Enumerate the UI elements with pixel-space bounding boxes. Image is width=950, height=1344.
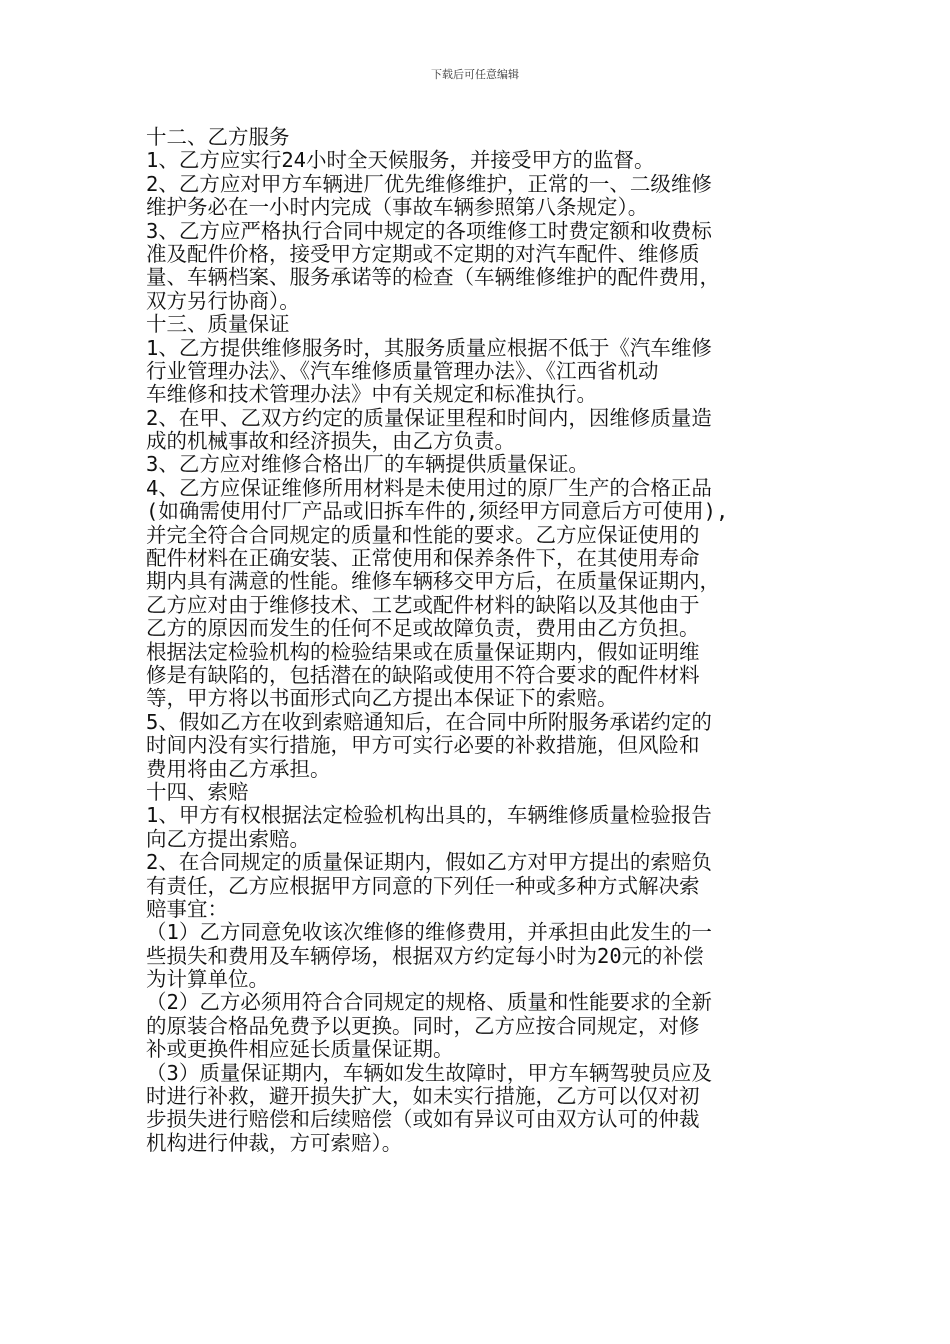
text-line: 5、假如乙方在收到索赔通知后，在合同中所附服务承诺约定的 xyxy=(146,710,712,734)
text-line: 些损失和费用及车辆停场，根据双方约定每小时为20元的补偿 xyxy=(146,944,704,968)
text-line: 时间内没有实行措施，甲方可实行必要的补救措施，但风险和 xyxy=(146,734,700,758)
document-body xyxy=(146,126,826,1155)
text-line: （1）乙方同意免收该次维修的维修费用，并承担由此发生的一 xyxy=(146,921,712,945)
text-line: 费用将由乙方承担。 xyxy=(146,757,331,781)
text-line: 双方另行协商）。 xyxy=(146,289,300,313)
text-line: 修是有缺陷的，包括潜在的缺陷或使用不符合要求的配件材料 xyxy=(146,663,700,687)
text-line: 行业管理办法》、《汽车维修质量管理办法》、《江西省机动 xyxy=(146,359,659,383)
text-line: 赔事宜： xyxy=(146,897,228,921)
text-line: 2、乙方应对甲方车辆进厂优先维修维护，正常的一、二级维修 xyxy=(146,172,712,196)
text-line: 准及配件价格，接受甲方定期或不定期的对汽车配件、维修质 xyxy=(146,242,700,266)
text-line: 时进行补救，避开损失扩大，如未实行措施，乙方可以仅对初 xyxy=(146,1085,700,1109)
text-line: 2、在合同规定的质量保证期内，假如乙方对甲方提出的索赔负 xyxy=(146,851,712,875)
text-line: 乙方应对由于维修技术、工艺或配件材料的缺陷以及其他由于 xyxy=(146,593,700,617)
text-line: 补或更换件相应延长质量保证期。 xyxy=(146,1038,454,1062)
text-line: 成的机械事故和经济损失，由乙方负责。 xyxy=(146,430,515,454)
text-line: 1、甲方有权根据法定检验机构出具的，车辆维修质量检验报告 xyxy=(146,804,712,828)
text-line: 有责任，乙方应根据甲方同意的下列任一种或多种方式解决索 xyxy=(146,874,700,898)
text-line: 十四、索赔 xyxy=(146,780,249,804)
text-line: 根据法定检验机构的检验结果或在质量保证期内，假如证明维 xyxy=(146,640,700,664)
text-line: （2）乙方必须用符合合同规定的规格、质量和性能要求的全新 xyxy=(146,991,712,1015)
text-line: 1、乙方应实行24小时全天候服务，并接受甲方的监督。 xyxy=(146,149,655,173)
text-line: 量、车辆档案、服务承诺等的检查（车辆维修维护的配件费用， xyxy=(146,266,720,290)
text-line: 步损失进行赔偿和后续赔偿（或如有异议可由双方认可的仲裁 xyxy=(146,1108,700,1132)
text-line: 1、乙方提供维修服务时，其服务质量应根据不低于《汽车维修 xyxy=(146,336,712,360)
text-line: 等，甲方将以书面形式向乙方提出本保证下的索赔。 xyxy=(146,687,618,711)
text-line: 并完全符合合同规定的质量和性能的要求。乙方应保证使用的 xyxy=(146,523,700,547)
text-line: 十三、质量保证 xyxy=(146,313,290,337)
text-line: 3、乙方应严格执行合同中规定的各项维修工时费定额和收费标 xyxy=(146,219,712,243)
text-line: 机构进行仲裁，方可索赔）。 xyxy=(146,1131,403,1155)
text-line: 3、乙方应对维修合格出厂的车辆提供质量保证。 xyxy=(146,453,589,477)
text-line: 配件材料在正确安装、正常使用和保养条件下，在其使用寿命 xyxy=(146,547,700,571)
text-line: 为计算单位。 xyxy=(146,968,269,992)
text-line: 车维修和技术管理办法》中有关规定和标准执行。 xyxy=(146,383,597,407)
text-line: 十二、乙方服务 xyxy=(146,126,290,149)
text-line: 2、在甲、乙双方约定的质量保证里程和时间内，因维修质量造 xyxy=(146,406,712,430)
text-line: （3）质量保证期内，车辆如发生故障时，甲方车辆驾驶员应及 xyxy=(146,1061,712,1085)
text-line: 期内具有满意的性能。维修车辆移交甲方后，在质量保证期内， xyxy=(146,570,720,594)
text-line: 4、乙方应保证维修所用材料是未使用过的原厂生产的合格正品 xyxy=(146,476,712,500)
page-header: 下载后可任意编辑 xyxy=(431,68,519,81)
text-line: 乙方的原因而发生的任何不足或故障负责，费用由乙方负担。 xyxy=(146,617,700,641)
text-line: 的原装合格品免费予以更换。同时，乙方应按合同规定，对修 xyxy=(146,1014,700,1038)
text-line: 向乙方提出索赔。 xyxy=(146,827,310,851)
text-line: 维护务必在一小时内完成（事故车辆参照第八条规定）。 xyxy=(146,196,649,220)
text-line: (如确需使用付厂产品或旧拆车件的,须经甲方同意后方可使用), xyxy=(146,500,729,524)
